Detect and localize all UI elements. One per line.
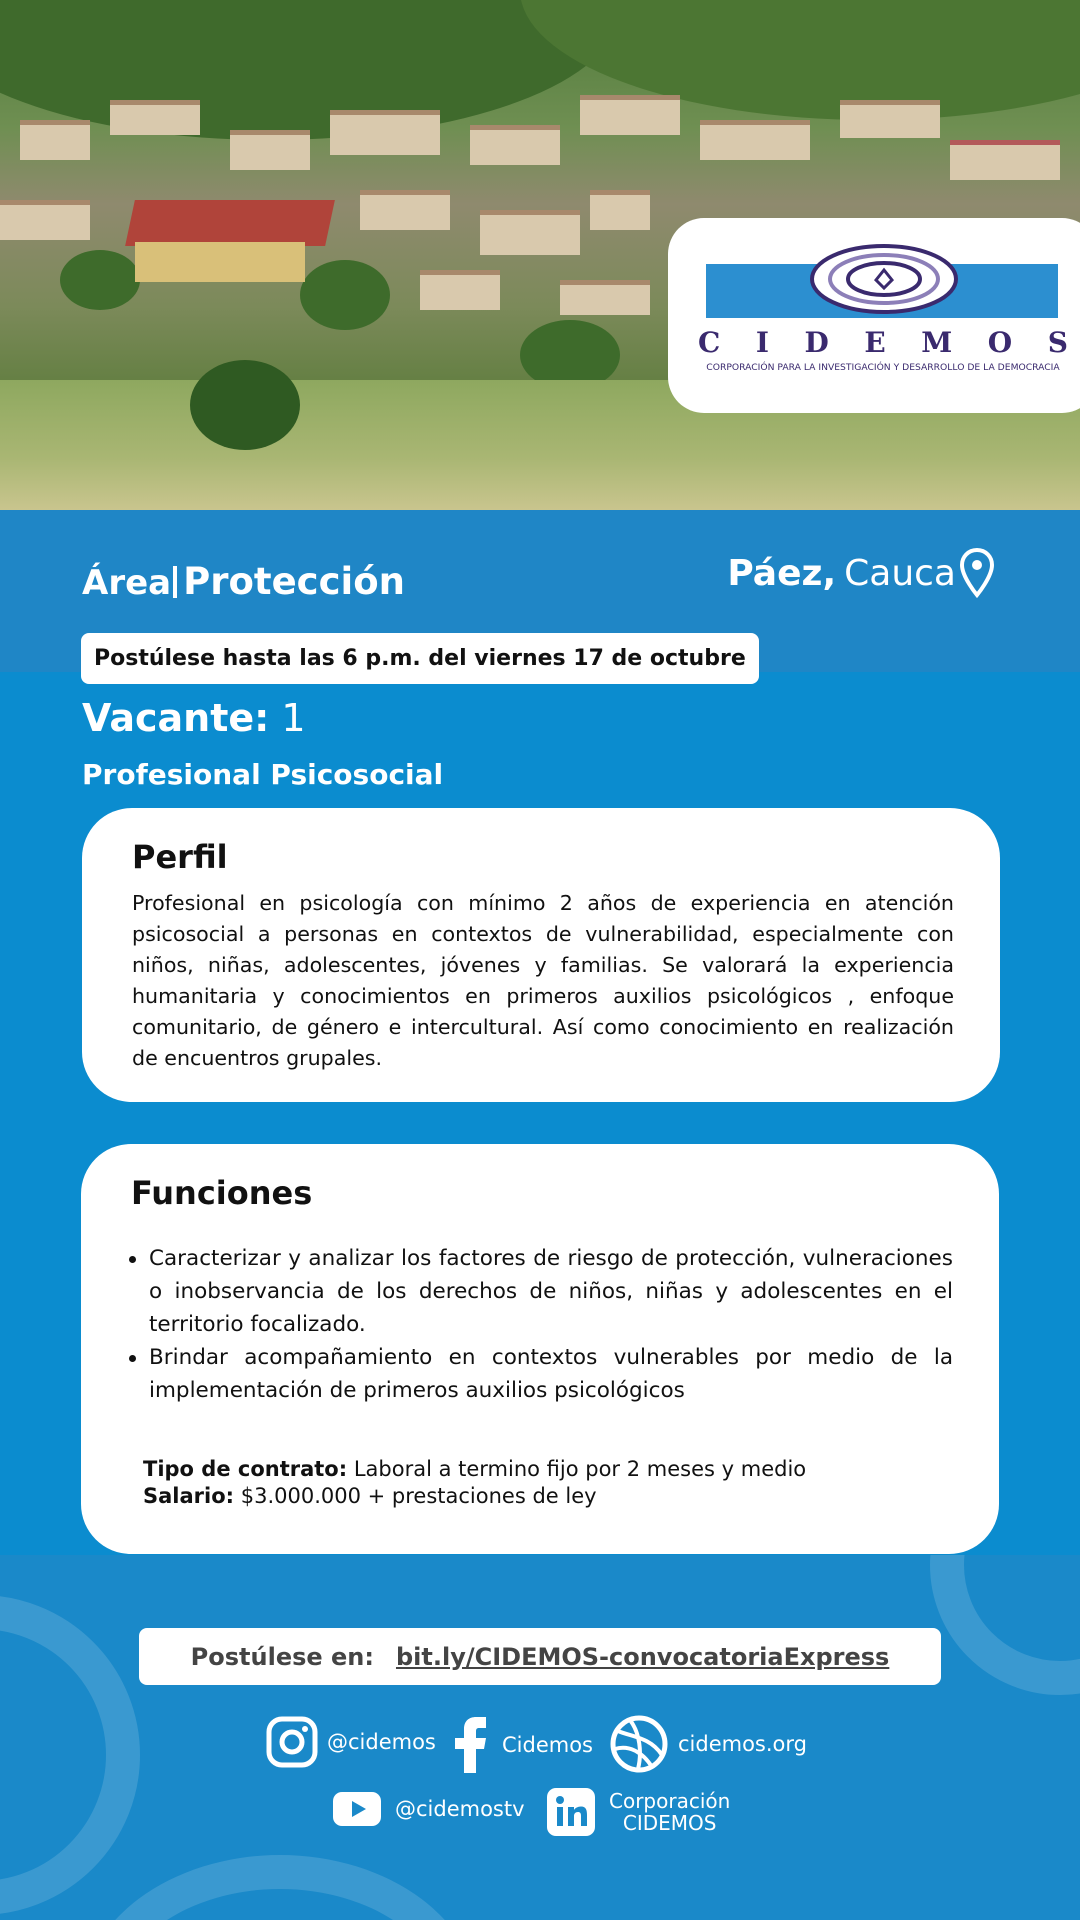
area-label: Área <box>82 563 172 603</box>
website-link[interactable] <box>610 1715 807 1773</box>
contract-label: Tipo de contrato: <box>143 1457 348 1481</box>
vacancy-count <box>82 696 306 740</box>
location <box>727 548 994 598</box>
logo-letter: I <box>755 326 769 359</box>
website-url: cidemos.org <box>678 1732 807 1756</box>
logo-tagline: CORPORACIÓN PARA LA INVESTIGACIÓN Y DESARROLLO DE LA DEMOCRACIA <box>706 362 1060 373</box>
logo-letter: C <box>698 326 721 359</box>
facebook-link[interactable] <box>452 1717 593 1773</box>
apply-link[interactable]: bit.ly/CIDEMOS-convocatoriaExpress <box>395 1642 890 1671</box>
functions-list <box>131 1242 953 1407</box>
location-region: Cauca <box>844 552 956 594</box>
facebook-icon <box>452 1717 488 1773</box>
globe-icon <box>610 1715 668 1773</box>
facebook-handle: Cidemos <box>502 1733 593 1757</box>
vacancy-label: Vacante: <box>82 696 270 740</box>
instagram-handle: @cidemos <box>327 1730 436 1754</box>
location-pin-icon <box>960 548 994 598</box>
profile-title: Perfil <box>132 838 228 876</box>
salary-label: Salario: <box>143 1484 235 1508</box>
apply-box <box>139 1628 941 1685</box>
function-item: Brindar acompañamiento en contextos vulnerables por medio de la implementación de primeros auxilios psicológicos <box>131 1341 953 1407</box>
role-title: Profesional Psicosocial <box>82 758 444 791</box>
linkedin-line2: CIDEMOS <box>622 1811 717 1835</box>
profile-card <box>82 808 1000 1102</box>
functions-title: Funciones <box>131 1174 313 1212</box>
linkedin-icon <box>547 1788 595 1836</box>
salary-value: $3.000.000 + prestaciones de ley <box>240 1484 597 1508</box>
youtube-link[interactable] <box>333 1792 525 1826</box>
function-item: Caracterizar y analizar los factores de riesgo de protección, vulneraciones o inobservancia de los derechos de niños, niñas y adolescentes en el territorio focalizado. <box>131 1242 953 1341</box>
logo-letter: O <box>987 326 1013 359</box>
area-separator <box>173 566 177 598</box>
vacancy-value: 1 <box>281 696 306 740</box>
cidemos-logo <box>668 218 1080 413</box>
logo-letter: S <box>1047 326 1068 359</box>
linkedin-line1: Corporación <box>609 1789 731 1813</box>
logo-letter: D <box>804 326 829 359</box>
area-value: Protección <box>183 560 405 603</box>
instagram-icon <box>265 1715 319 1769</box>
instagram-link[interactable] <box>265 1715 436 1769</box>
linkedin-link[interactable] <box>547 1788 730 1836</box>
contract-value: Laboral a termino fijo por 2 meses y medio <box>353 1457 807 1481</box>
area-heading <box>82 560 405 603</box>
logo-letter: M <box>921 326 953 359</box>
contract-info <box>143 1456 806 1510</box>
youtube-handle: @cidemostv <box>395 1797 525 1821</box>
cidemos-emblem-icon <box>810 244 958 314</box>
profile-text: Profesional en psicología con mínimo 2 años de experiencia en atención psicosocial a personas en contextos de vulnerabilidad, especialmente con niños, niñas, adolescentes, jóvenes y familias. Se valorará la experiencia humanitaria y conocimientos en primeros auxilios psicológicos , enfoque comunitario, de género e intercultural. Así como conocimiento en realización de encuentros grupales. <box>132 891 954 1070</box>
youtube-icon <box>333 1792 381 1826</box>
hero-photo <box>0 0 1080 510</box>
deadline-badge: Postúlese hasta las 6 p.m. del viernes 17 de octubre <box>81 633 759 684</box>
location-city: Páez, <box>727 552 837 594</box>
apply-label: Postúlese en: <box>190 1642 374 1671</box>
logo-letter: E <box>864 326 886 359</box>
functions-card <box>81 1144 999 1554</box>
